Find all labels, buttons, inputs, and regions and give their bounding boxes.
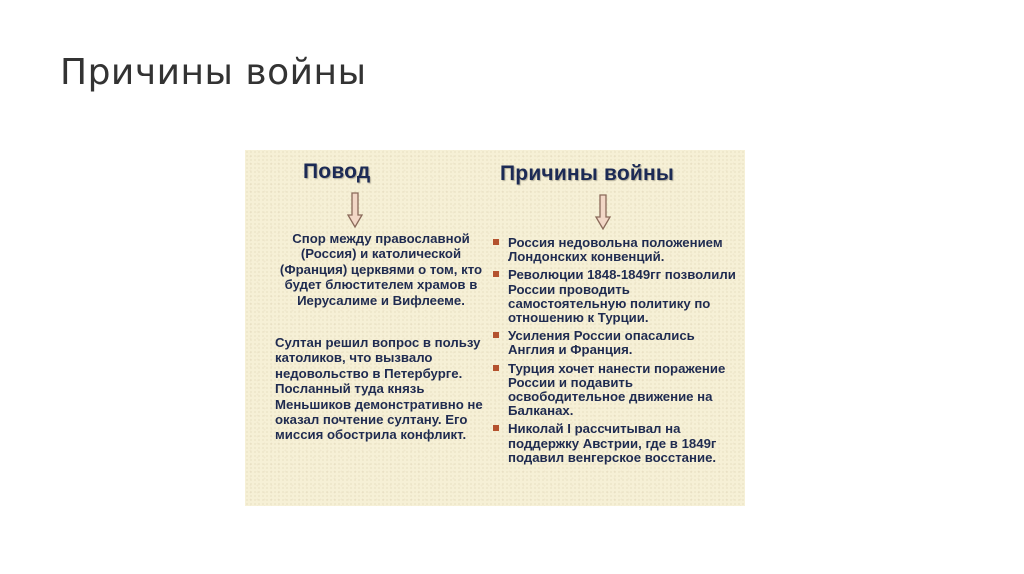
causes-list bbox=[491, 236, 741, 469]
down-arrow-icon bbox=[595, 194, 611, 230]
cause-item bbox=[491, 329, 741, 357]
slide-title: Причины войны bbox=[60, 52, 367, 93]
cause-item bbox=[491, 422, 741, 465]
cause-text: Турция хочет нанести поражение России и подавить освободительное движение на Балканах. bbox=[508, 360, 726, 419]
cause-item bbox=[491, 236, 741, 264]
down-arrow-icon bbox=[347, 192, 363, 228]
cause-text: Россия недовольна положением Лондонских конвенций. bbox=[508, 235, 723, 265]
occasion-text: Спор между православной (Россия) и католической (Франция) церквями о том, кто будет блюстителем храмов в Иерусалиме и Вифлееме. bbox=[279, 231, 483, 308]
square-bullet-icon bbox=[493, 332, 499, 338]
causes-heading: Причины войны bbox=[500, 162, 674, 185]
square-bullet-icon bbox=[493, 365, 499, 371]
square-bullet-icon bbox=[493, 271, 499, 277]
cause-text: Николай I рассчитывал на поддержку Австрии, где в 1849г подавил венгерское восстание. bbox=[508, 421, 717, 465]
cause-text: Революции 1848-1849гг позволили России проводить самостоятельную политику по отношению к Турции. bbox=[508, 267, 736, 326]
square-bullet-icon bbox=[493, 239, 499, 245]
occasion-heading: Повод bbox=[303, 160, 371, 183]
cause-text: Усиления России опасались Англия и Франция. bbox=[508, 328, 695, 358]
cause-item bbox=[491, 268, 741, 325]
square-bullet-icon bbox=[493, 425, 499, 431]
comparison-image-panel bbox=[245, 150, 745, 506]
sultan-text: Султан решил вопрос в пользу католиков, что вызвало недовольство в Петербурге. Посланный туда князь Меньшиков демонстративно не оказал почтение султану. Его миссия обострила конфликт. bbox=[275, 335, 483, 443]
cause-item bbox=[491, 362, 741, 419]
